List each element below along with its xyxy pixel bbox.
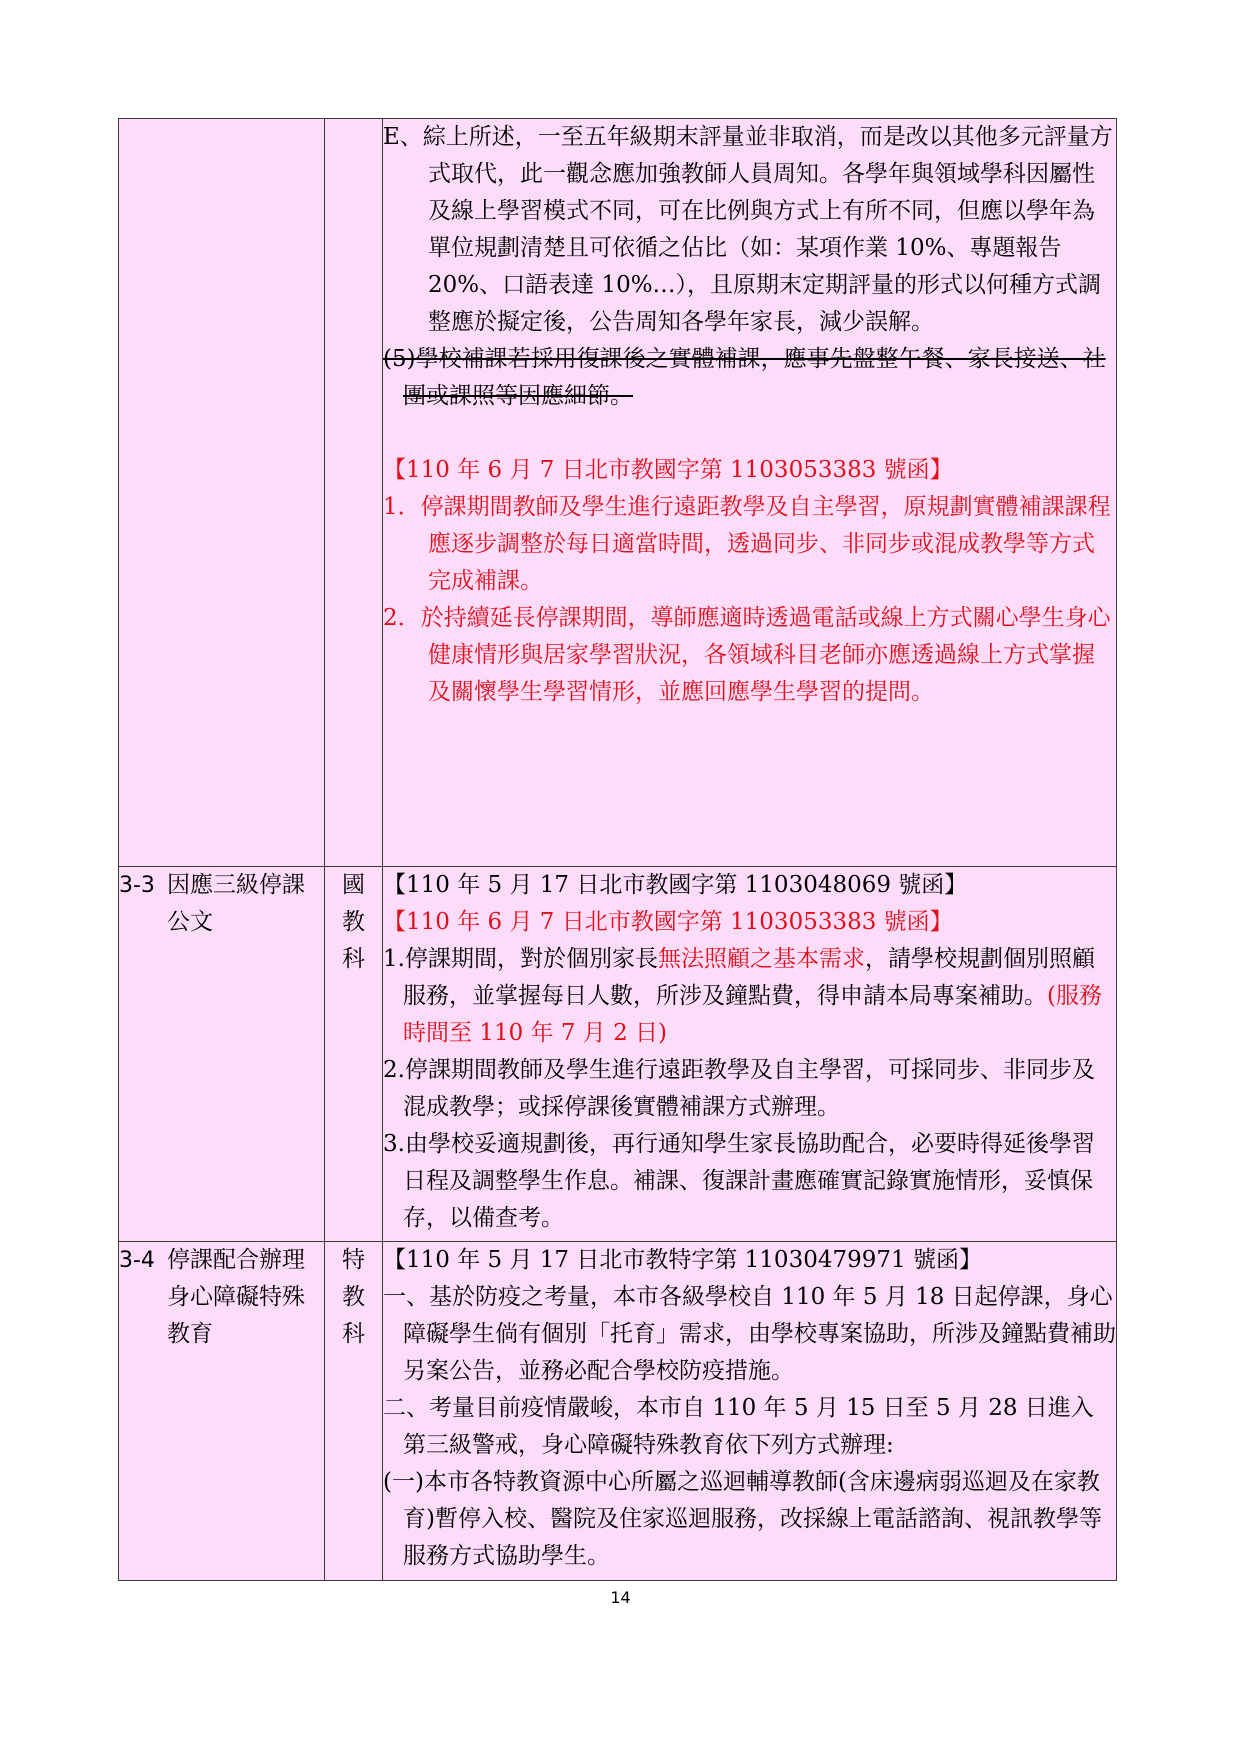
item-cell (119, 867, 325, 1242)
dept-char: 科 (342, 1321, 365, 1347)
page-number: 14 (610, 1588, 631, 1607)
list-item: 2．於持續延長停課期間，導師應適時透過電話或線上方式關心學生身心健康情形與居家學習狀況，各領域科目老師亦應透過線上方式掌握及關懷學生學習情形，並應回應學生學習的提問。 (383, 605, 1111, 705)
item-cell (119, 119, 325, 867)
struck-item-text: (5)學校補課若採用復課後之實體補課，應事先盤整午餐、家長接送、社團或課照等因應細節。 (383, 346, 1106, 409)
dept-char: 科 (342, 946, 365, 972)
list-item: 二、考量目前疫情嚴峻，本市自 110 年 5 月 15 日至 5 月 28 日進入第三級警戒，身心障礙特殊教育依下列方式辦理: (383, 1395, 1094, 1458)
notice-header: 【110 年 6 月 7 日北市教國字第 1103053383 號函】 (383, 909, 953, 935)
dept-char: 特 (342, 1247, 365, 1273)
list-item: 1．停課期間教師及學生進行遠距教學及自主學習，原規劃實體補課課程應逐步調整於每日適當時間，透過同步、非同步或混成教學等方式完成補課。 (383, 494, 1111, 594)
schedule-table (118, 118, 1117, 1581)
content-cell (383, 1242, 1117, 1581)
table-row (119, 119, 1117, 867)
list-item (383, 941, 1116, 1052)
table-row (119, 1242, 1117, 1581)
dept-char: 國 (342, 872, 365, 898)
content-cell (383, 867, 1117, 1242)
item-number: 3-4 (119, 1248, 155, 1273)
highlight-text: (服務時間至 110 年 7 月 2 日) (403, 983, 1102, 1046)
highlight-text: 無法照顧之基本需求 (657, 946, 865, 972)
table-row (119, 867, 1117, 1242)
item-e-text: E、綜上所述，一至五年級期末評量並非取消，而是改以其他多元評量方式取代，此一觀念應加強教師人員周知。各學年與領域學科因屬性及線上學習模式不同，可在比例與方式上有所不同，但應以學年為單位規劃清楚且可依循之佔比（如：某項作業 10%、專題報告 20%、口語表達 10%…），且原期末定期評量的形式以何種方式調整應於擬定後，公告周知各學年家長，減少誤解。 (383, 124, 1113, 335)
item-text: 1.停課期間，對於個別家長 (383, 946, 658, 972)
dept-cell (325, 1242, 383, 1581)
dept-cell (325, 867, 383, 1242)
list-item: 一、基於防疫之考量，本市各級學校自 110 年 5 月 18 日起停課，身心障礙學生倘有個別「托育」需求，由學校專案協助，所涉及鐘點費補助另案公告，並務必配合學校防疫措施。 (383, 1284, 1116, 1384)
content-cell (383, 119, 1117, 867)
notice-header: 【110 年 6 月 7 日北市教國字第 1103053383 號函】 (383, 457, 953, 483)
list-item: 3.由學校妥適規劃後，再行通知學生家長協助配合，必要時得延後學習日程及調整學生作息。補課、復課計畫應確實記錄實施情形，妥慎保存，以備查考。 (383, 1131, 1095, 1231)
notice-header: 【110 年 5 月 17 日北市教特字第 11030479971 號函】 (383, 1247, 982, 1273)
item-number: 3-3 (119, 873, 155, 898)
item-text: ，請學校規劃個別照顧服務，並掌握每日人數，所涉及鐘點費，得申請本局專案補助。 (403, 946, 1095, 1009)
list-item: 2.停課期間教師及學生進行遠距教學及自主學習，可採同步、非同步及混成教學；或採停課後實體補課方式辦理。 (383, 1057, 1095, 1120)
notice-header: 【110 年 5 月 17 日北市教國字第 1103048069 號函】 (383, 872, 968, 898)
item-cell (119, 1242, 325, 1581)
dept-cell (325, 119, 383, 867)
dept-char: 教 (342, 909, 365, 935)
list-item: (一)本市各特教資源中心所屬之巡迴輔導教師(含床邊病弱巡迴及在家教育)暫停入校、醫院及住家巡迴服務，改採線上電話諮詢、視訊教學等服務方式協助學生。 (383, 1469, 1102, 1569)
item-title: 停課配合辦理身心障礙特殊教育 (167, 1247, 305, 1347)
item-title: 因應三級停課公文 (167, 872, 305, 935)
dept-char: 教 (342, 1284, 365, 1310)
